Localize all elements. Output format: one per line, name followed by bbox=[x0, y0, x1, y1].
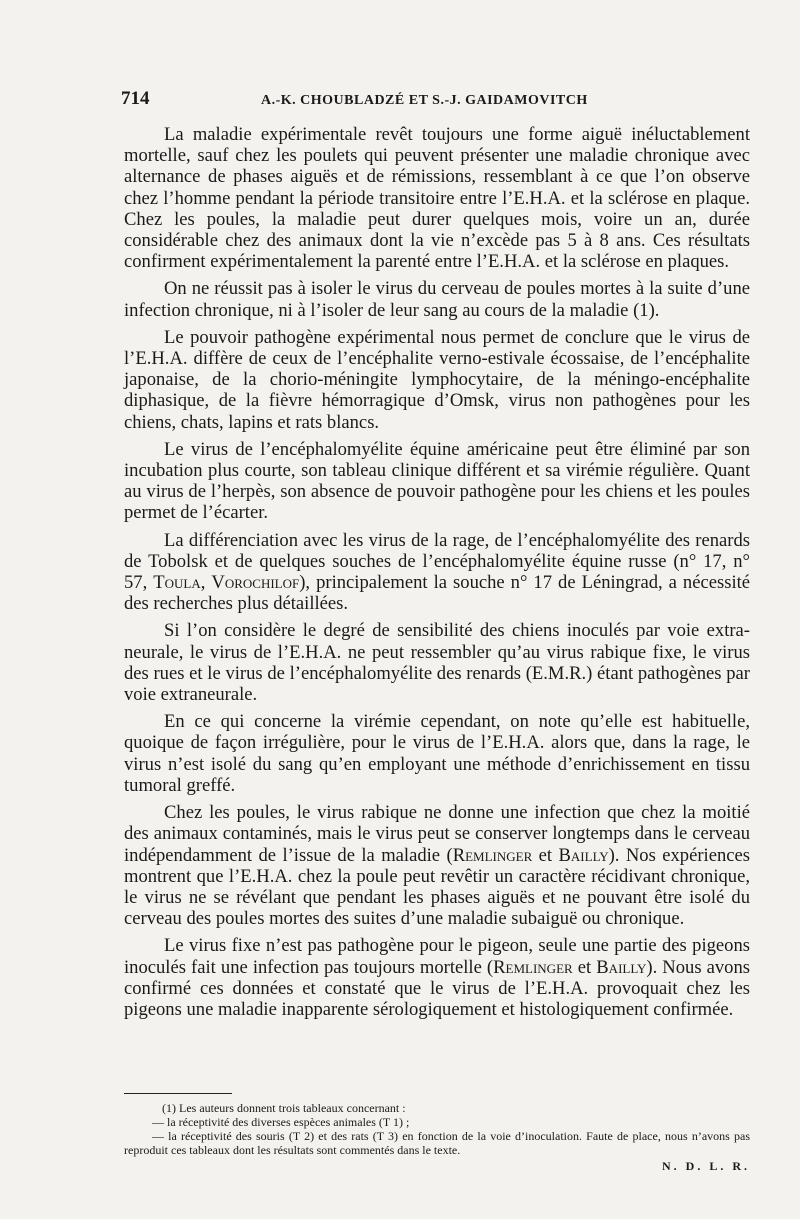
paragraph: Chez les poules, le virus rabique ne donne une infection que chez la moitié des animaux contaminés, mais le virus peut se conserver longtemps dans le cerveau indépendamment de l’issue de la maladie (Remlinger et Bailly). Nos expériences montrent que l’E.H.A. chez la poule peut revêtir un caractère récidivant chronique, le virus ne se révélant que pendant les phases aiguës et ne pouvant être isolé du cerveau des poules mortes des suites d’une maladie subaiguë ou chronique. bbox=[124, 802, 750, 930]
footnote-line: — la réceptivité des diverses espèces animales (T 1) ; bbox=[152, 1115, 410, 1129]
footnote-line: (1) Les auteurs donnent trois tableaux concernant : bbox=[162, 1101, 406, 1115]
paragraph: En ce qui concerne la virémie cependant, on note qu’elle est habituelle, quoique de façon irrégulière, pour le virus de l’E.H.A. alors que, dans la rage, le virus n’est isolé du sang qu’en employant une méthode d’enrichissement en tissu tumoral greffé. bbox=[124, 711, 750, 796]
author-name: Remlinger bbox=[493, 956, 573, 978]
body-text bbox=[124, 124, 750, 1026]
paragraph: Le virus de l’encéphalomyélite équine américaine peut être éliminé par son incubation plus courte, son tableau clinique différent et sa virémie régulière. Quant au virus de l’herpès, son absence de pouvoir pathogène pour les chiens et les poules permet de l’écarter. bbox=[124, 438, 750, 524]
author-name: Bailly bbox=[558, 844, 609, 866]
paragraph: Le virus fixe n’est pas pathogène pour le pigeon, seule une partie des pigeons inoculés fait une infection pas toujours mortelle (Remlinger et Bailly). Nous avons confirmé ces données et constaté que le virus de l’E.H.A. provoquait chez les pigeons une maladie inapparente sérologiquement et histologiquement confirmée. bbox=[124, 935, 751, 1020]
author-name: Bailly bbox=[596, 956, 647, 978]
running-head: A.-K. CHOUBLADZÉ ET S.-J. GAIDAMOVITCH bbox=[261, 93, 588, 108]
paragraph: Le pouvoir pathogène expérimental nous permet de conclure que le virus de l’E.H.A. diffère de ceux de l’encéphalite verno-estivale écossaise, de l’encéphalite japonaise, de la chorio-méningite lymphocytaire, de la méningo-encéphalite diphasique, de la fièvre hémorragique d’Omsk, virus non pathogènes pour les chiens, chats, lapins et rats blancs. bbox=[124, 326, 750, 433]
paragraph: On ne réussit pas à isoler le virus du cerveau de poules mortes à la suite d’une infection chronique, ni à l’isoler de leur sang au cours de la maladie (1). bbox=[124, 278, 750, 321]
editor-signature: N. D. L. R. bbox=[661, 1159, 750, 1173]
footnote-rule bbox=[124, 1093, 232, 1094]
author-name: Vorochilof bbox=[211, 572, 300, 594]
author-name: Toula bbox=[153, 572, 201, 594]
paragraph: La différenciation avec les virus de la rage, de l’encéphalomyélite des renards de Tobolsk et de quelques souches de l’encéphalomyélite équine russe (n° 17, n° 57, Toula, Vorochilof), principalement la souche n° 17 de Léningrad, a nécessité des recherches plus détaillées. bbox=[124, 529, 751, 615]
paragraph: La maladie expérimentale revêt toujours une forme aiguë inéluctablement mortelle, sauf chez les poulets qui peuvent présenter une maladie chronique avec alternance de phases aiguës et de rémissions, ressemblant à ce que l’on observe chez l’homme pendant la période transitoire entre l’E.H.A. et la sclérose en plaque. Chez les poules, la maladie peut durer quelques mois, voire un an, durée considérable chez des animaux dont la vie n’excède pas 5 à 8 ans. Ces résultats confirment expérimentalement la parenté entre l’E.H.A. et la sclérose en plaques. bbox=[124, 124, 750, 273]
paragraph: Si l’on considère le degré de sensibilité des chiens inoculés par voie extra-neurale, le virus de l’E.H.A. ne peut ressembler qu’au virus rabique fixe, le virus des rues et le virus de l’encéphalomyélite des renards (E.M.R.) étant pathogènes par voie extraneurale. bbox=[124, 620, 750, 706]
footnotes bbox=[124, 1101, 750, 1173]
footnote-line: — la réceptivité des souris (T 2) et des rats (T 3) en fonction de la voie d’inoculation. Faute de place, nous n’avons pas reproduit ces tableaux dont les résultats sont commentés dans le texte. bbox=[124, 1129, 750, 1157]
page-header bbox=[121, 88, 681, 110]
author-name: Remlinger bbox=[452, 844, 533, 866]
page-number: 714 bbox=[121, 88, 150, 109]
